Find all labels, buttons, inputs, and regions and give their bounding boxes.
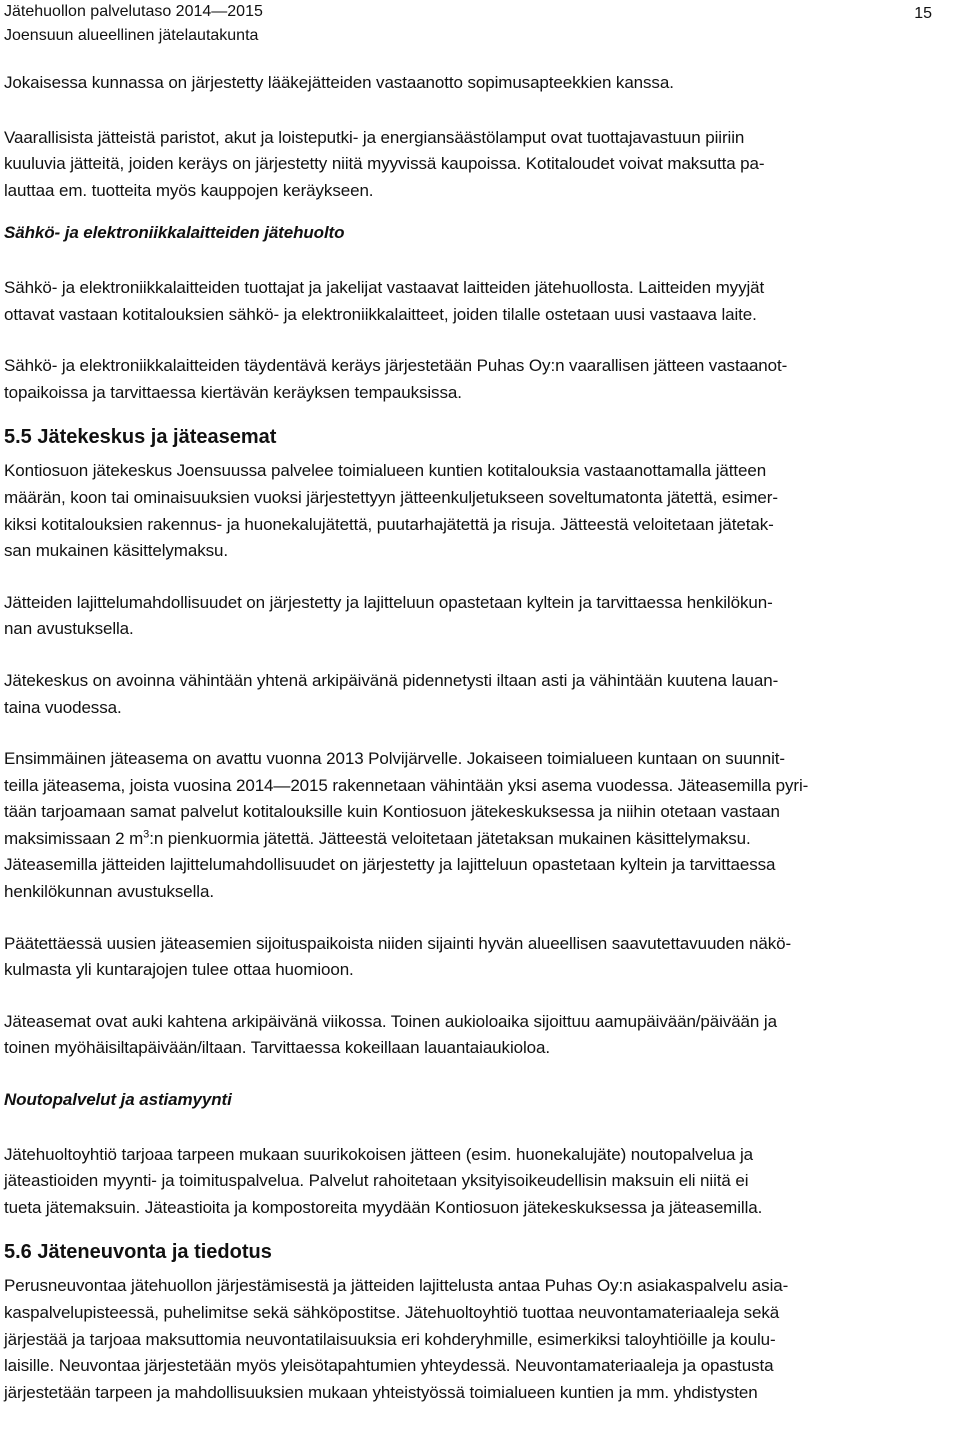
paragraph-opening-hours: [4, 668, 954, 721]
paragraph-hazardous-waste: [4, 125, 954, 205]
text-line: Vaarallisista jätteistä paristot, akut ja loisteputki- ja energiansäästölamput ovat tuottajavastuun piiriin: [4, 127, 745, 147]
text-line: Jäteasemilla jätteiden lajittelumahdollisuudet on järjestetty ja lajitteluun opastetaan kyltein ja tarvittaessa: [4, 855, 776, 875]
text-line: tään tarjoamaan samat palvelut kotitalouksille kuin Kontiosuon jätekeskuksessa ja niihin otetaan vastaan: [4, 802, 780, 822]
text-line: taina vuodessa.: [4, 697, 122, 717]
text-line: teilla jäteasema, joista vuosina 2014—2015 rakennetaan vähintään yksi asema vuodessa. Jäteasemilla pyri-: [4, 775, 809, 795]
text-line: järjestetään tarpeen ja mahdollisuuksien mukaan yhteistyössä toimialueen kuntien ja mm. yhdistysten: [4, 1382, 758, 1402]
text-line: Jätehuoltoyhtiö tarjoaa tarpeen mukaan suurikokoisen jätteen (esim. huonekalujäte) noutopalvelua ja: [4, 1144, 753, 1164]
text-line: Sähkö- ja elektroniikkalaitteiden täydentävä keräys järjestetään Puhas Oy:n vaarallisen jätteen vastaanot-: [4, 356, 788, 376]
text-line: topaikoissa ja tarvittaessa kiertävän keräyksen tempauksissa.: [4, 382, 462, 402]
text-fragment: maksimissaan 2 m: [4, 828, 144, 848]
text-line: ottavat vastaan kotitalouksien sähkö- ja elektroniikkalaitteet, joiden tilalle ostetaan uusi vastaava laite.: [4, 304, 757, 324]
subheading-pickup-services: Noutopalvelut ja astiamyynti: [4, 1090, 232, 1110]
text-fragment: :n pienkuormia jätettä. Jätteestä veloitetaan jätetaksan mukainen käsittelymaksu.: [149, 828, 751, 848]
document-body: [4, 70, 954, 1406]
text-line: nan avustuksella.: [4, 619, 134, 639]
text-line: Sähkö- ja elektroniikkalaitteiden tuottajat ja jakelijat vastaavat laitteiden jätehuollosta. Laitteiden myyjät: [4, 277, 765, 297]
text-line: [4, 826, 954, 853]
text-line: san mukainen käsittelymaksu.: [4, 541, 228, 561]
paragraph-sorting: [4, 590, 954, 643]
text-line: Jätteiden lajittelumahdollisuudet on järjestetty ja lajitteluun opastetaan kyltein ja tarvittaessa henkilökun-: [4, 592, 773, 612]
text-line: kuuluvia jätteitä, joiden keräys on järjestetty niitä myyvissä kaupoissa. Kotitaloudet voivat maksutta pa-: [4, 154, 765, 174]
text-line: Jätekeskus on avoinna vähintään yhtenä arkipäivänä pidennetysti iltaan asti ja vähintään kuutena lauan-: [4, 670, 779, 690]
text-line: kulmasta yli kuntarajojen tulee ottaa huomioon.: [4, 960, 354, 980]
paragraph-electronics-producers: [4, 275, 954, 328]
section-heading-5-5: 5.5 Jätekeskus ja jäteasemat: [4, 426, 277, 449]
text-line: Jokaisessa kunnassa on järjestetty lääkejätteiden vastaanotto sopimusapteekkien kanssa.: [4, 73, 674, 92]
text-line: kiksi kotitalouksien rakennus- ja huonekalujätettä, puutarhajätettä ja risuja. Jätteestä veloitetaan jätetak-: [4, 514, 774, 534]
header-title: Jätehuollon palvelutaso 2014—2015: [4, 3, 263, 20]
text-line: kaspalvelupisteessä, puhelimitse sekä sähköpostitse. Jätehuoltoyhtiö tuottaa neuvontamateriaaleja sekä: [4, 1303, 780, 1322]
text-line: määrän, koon tai ominaisuuksien vuoksi järjestettyyn jätteenkuljetukseen soveltumatonta jätettä, esimer-: [4, 487, 778, 507]
text-line: henkilökunnan avustuksella.: [4, 882, 214, 902]
paragraph-pickup-services: [4, 1142, 954, 1222]
header-subtitle: Joensuun alueellinen jätelautakunta: [4, 27, 259, 44]
text-line: järjestää ja tarjoaa maksuttomia neuvontatilaisuuksia eri kohderyhmille, esimerkiksi taloyhtiöille ja koulu-: [4, 1329, 776, 1349]
text-line: Päätettäessä uusien jäteasemien sijoituspaikoista niiden sijainti hyvän alueellisen saavutettavuuden näkö-: [4, 933, 792, 953]
text-line: laisille. Neuvontaa järjestetään myös yleisötapahtumien yhteydessä. Neuvontamateriaaleja ja opastusta: [4, 1356, 774, 1376]
page-number: 15: [914, 5, 932, 22]
text-line: Jäteasemat ovat auki kahtena arkipäivänä viikossa. Toinen aukioloaika sijoittuu aamupäivään/päivään ja: [4, 1011, 777, 1031]
superscript: 3: [143, 828, 150, 841]
paragraph-waste-centre: [4, 458, 954, 564]
text-line: toinen myöhäisiltapäivään/iltaan. Tarvittaessa kokeillaan lauantaiaukioloa.: [4, 1038, 550, 1058]
paragraph-station-hours: [4, 1009, 954, 1062]
text-line: lauttaa em. tuotteita myös kauppojen keräykseen.: [4, 180, 374, 200]
text-line: Perusneuvontaa jätehuollon järjestämisestä ja jätteiden lajittelusta antaa Puhas Oy:n asiakaspalvelu asia-: [4, 1276, 789, 1296]
paragraph-medicine-waste: [4, 70, 954, 97]
text-line: Kontiosuon jätekeskus Joensuussa palvelee toimialueen kuntien kotitalouksia vastaanottamalla jätteen: [4, 461, 767, 481]
paragraph-electronics-collection: [4, 353, 954, 406]
text-line: jäteastioiden myynti- ja toimituspalvelua. Palvelut rahoitetaan yksityisoikeudellisin maksuin eli niitä ei: [4, 1171, 749, 1191]
paragraph-station-locations: [4, 931, 954, 984]
section-heading-5-6: 5.6 Jäteneuvonta ja tiedotus: [4, 1241, 272, 1264]
page-header: [4, 0, 954, 48]
text-line: tueta jätemaksuin. Jäteastioita ja kompostoreita myydään Kontiosuon jätekeskuksessa ja jäteasemilla.: [4, 1197, 763, 1217]
text-line: Ensimmäinen jäteasema on avattu vuonna 2013 Polvijärvelle. Jokaiseen toimialueen kuntaan on suunnit-: [4, 749, 785, 769]
paragraph-waste-stations: [4, 746, 954, 906]
paragraph-advisory-services: [4, 1273, 954, 1406]
subheading-electronics-waste: Sähkö- ja elektroniikkalaitteiden jätehuolto: [4, 223, 345, 243]
